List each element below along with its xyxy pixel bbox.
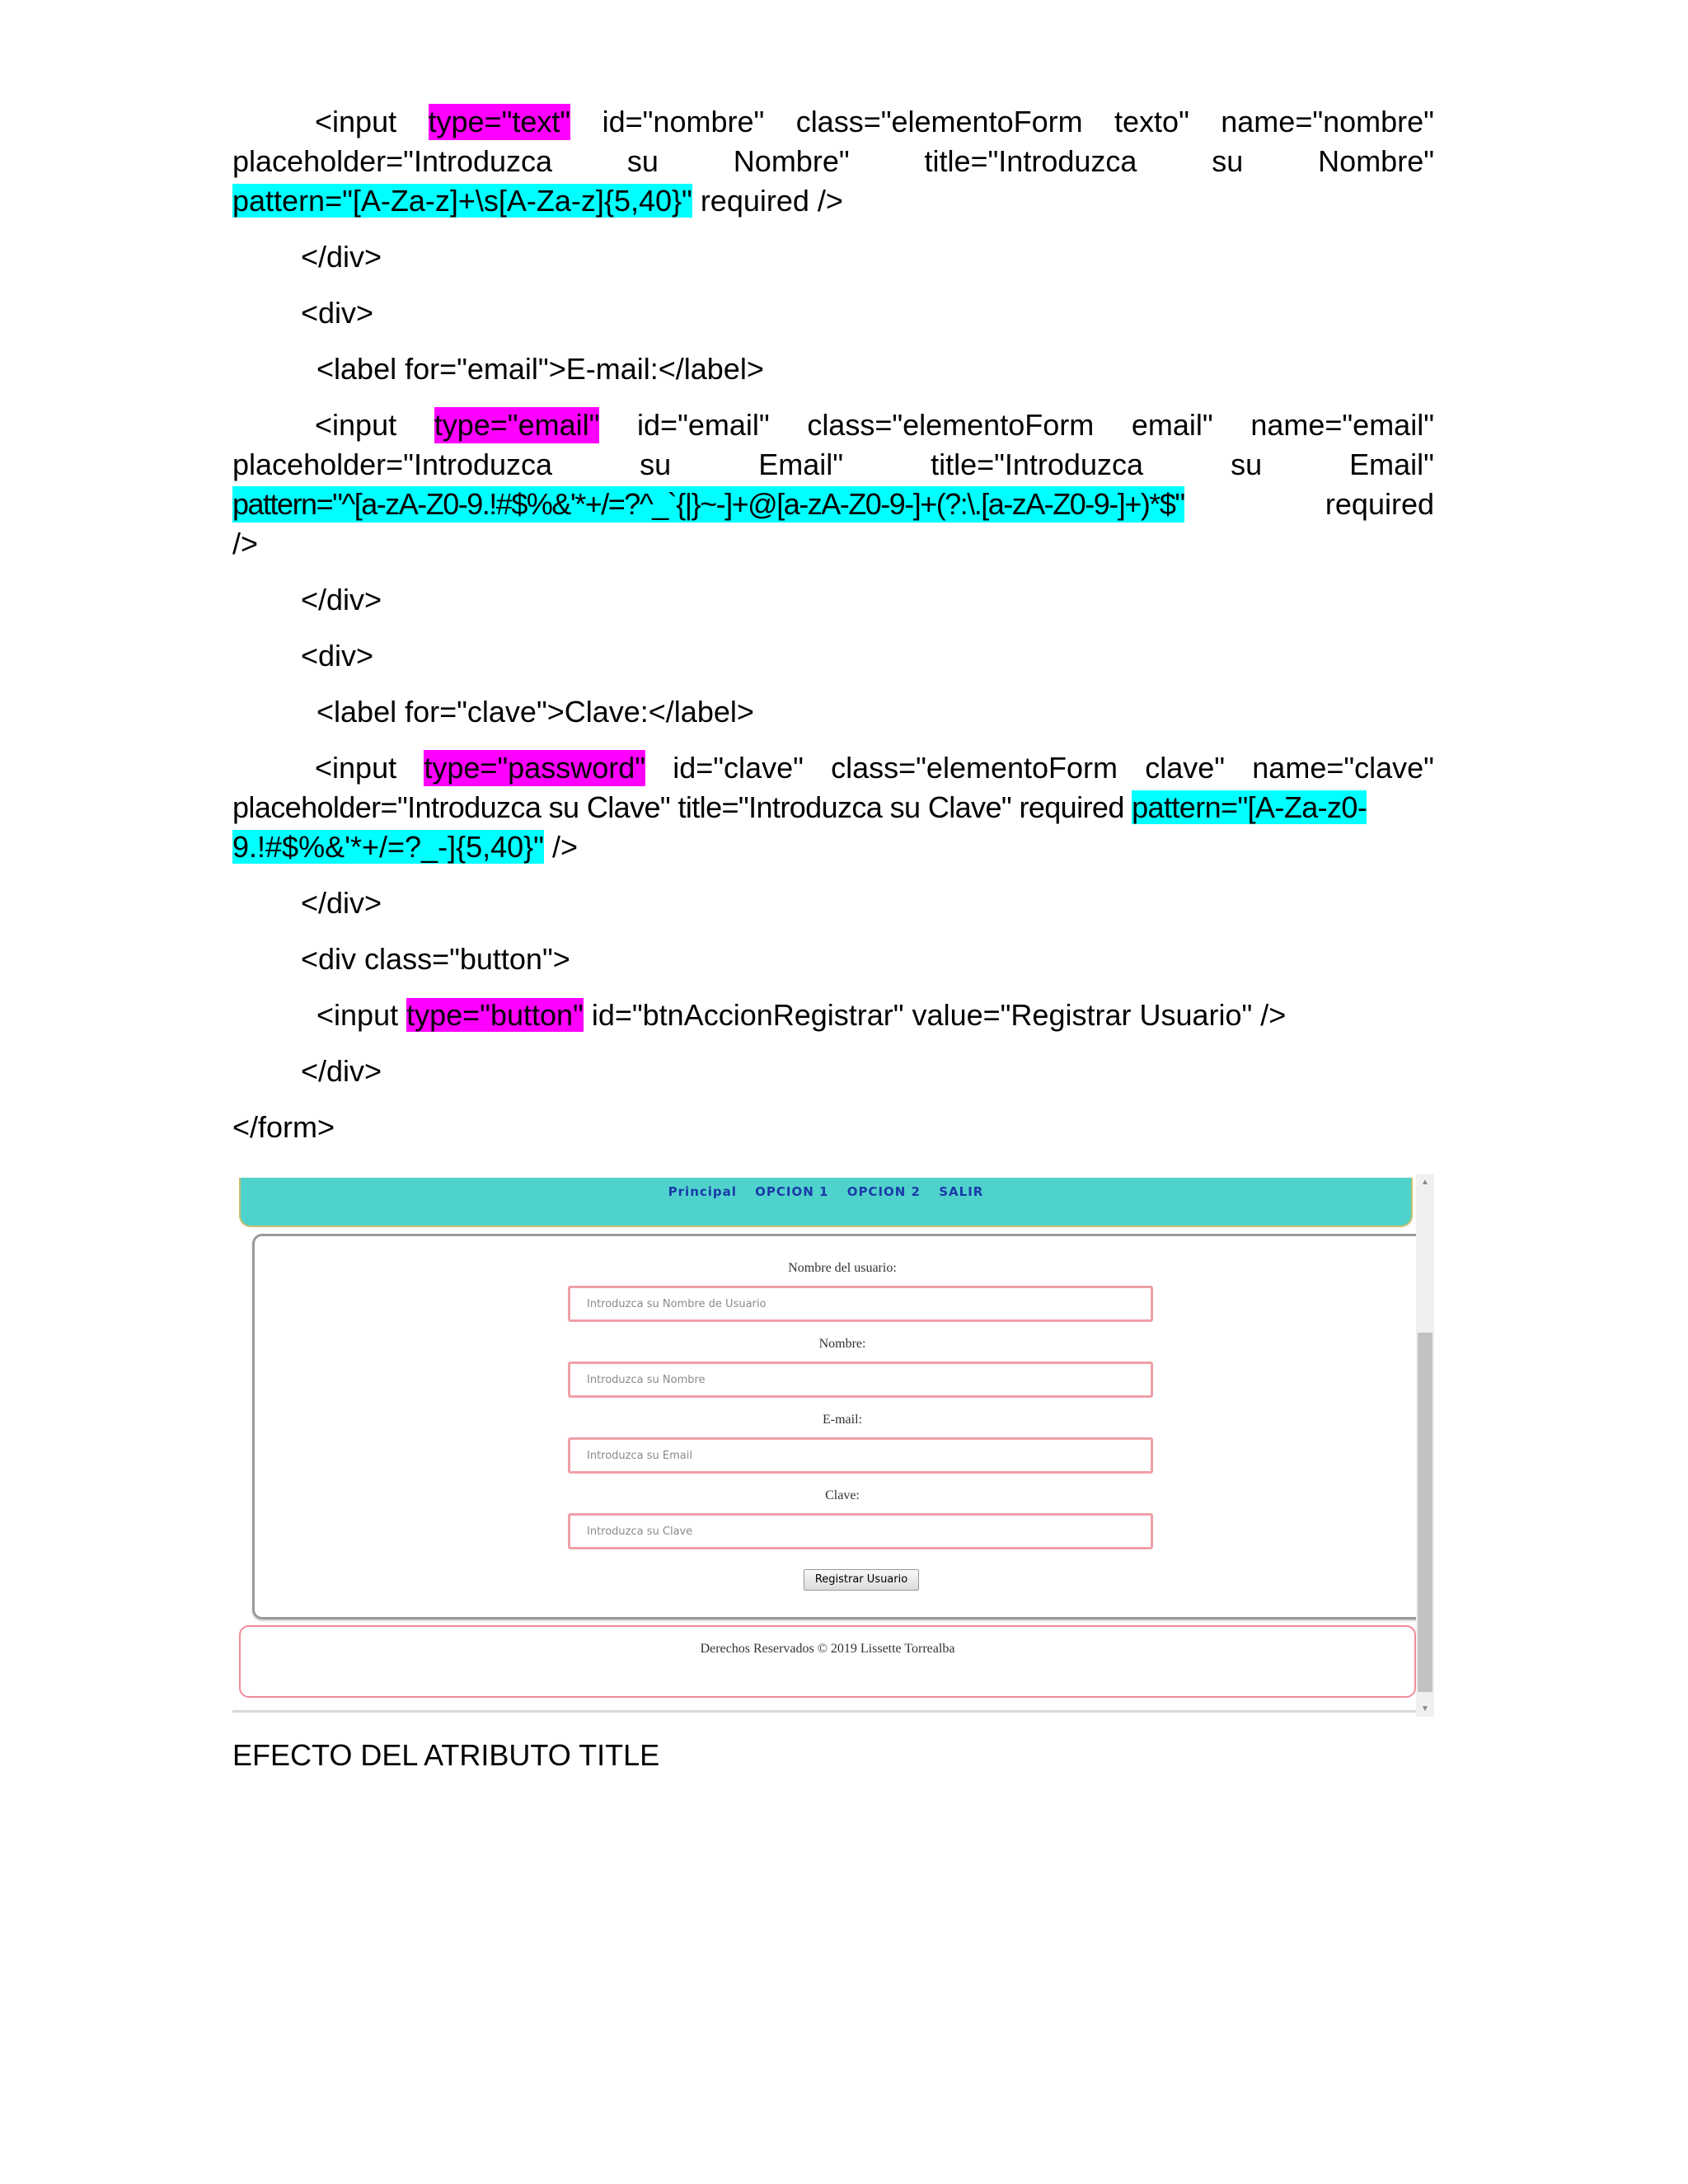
placeholder-text: Introduzca su Nombre de Usuario bbox=[587, 1298, 767, 1310]
code-line-close-div: </div> bbox=[301, 1054, 382, 1088]
code-token: su bbox=[1212, 144, 1244, 178]
code-line-label-email: <label for="email">E-mail:</label> bbox=[316, 352, 764, 386]
placeholder-text: Introduzca su Clave bbox=[587, 1526, 693, 1538]
code-token: placeholder="Introduzca bbox=[232, 144, 553, 178]
scroll-up-icon[interactable]: ▲ bbox=[1421, 1178, 1429, 1187]
code-line-close-div: </div> bbox=[301, 886, 382, 920]
nav-link-principal[interactable]: Principal bbox=[668, 1184, 737, 1199]
divider bbox=[232, 1710, 1416, 1713]
placeholder-text: Introduzca su Nombre bbox=[587, 1374, 706, 1386]
code-line-open-div: <div> bbox=[301, 639, 374, 673]
code-token: <input bbox=[315, 751, 397, 785]
caption: EFECTO DEL ATRIBUTO TITLE bbox=[232, 1738, 660, 1772]
code-token: id="email" bbox=[637, 408, 770, 442]
code-line-input-text bbox=[315, 104, 1434, 140]
code-token: placeholder="Introduzca bbox=[232, 448, 553, 481]
code-line-input-password bbox=[315, 750, 1434, 786]
registrar-usuario-button[interactable]: Registrar Usuario bbox=[804, 1569, 919, 1591]
code-token: title="Introduzca bbox=[931, 448, 1143, 481]
label-clave: Clave: bbox=[825, 1488, 860, 1502]
form-panel bbox=[252, 1234, 1434, 1619]
nav-link-salir[interactable]: SALIR bbox=[939, 1184, 984, 1199]
nav-links bbox=[241, 1184, 1411, 1199]
code-token: class="elementoForm bbox=[831, 751, 1118, 785]
code-token: id="clave" bbox=[673, 751, 804, 785]
pattern-nombre-highlight: pattern="[A-Za-z]+\s[A-Za-z]{5,40}" bbox=[232, 184, 692, 218]
nav-bar bbox=[239, 1178, 1413, 1227]
code-line-placeholder-clave bbox=[232, 790, 1367, 826]
scrollbar-thumb[interactable] bbox=[1418, 1333, 1432, 1692]
code-line-pattern-nombre bbox=[232, 183, 843, 219]
code-token: clave" bbox=[1145, 751, 1226, 785]
code-token: id="btnAccionRegistrar" value="Registrar Usuario" /> bbox=[583, 998, 1287, 1032]
code-token: id="nombre" bbox=[602, 105, 765, 138]
clave-input[interactable] bbox=[568, 1513, 1153, 1549]
code-token: Nombre" bbox=[733, 144, 850, 178]
code-token: class="elementoForm bbox=[807, 408, 1095, 442]
label-email: E-mail: bbox=[823, 1413, 862, 1427]
label-nombre: Nombre: bbox=[818, 1337, 866, 1351]
code-line-close-form: </form> bbox=[232, 1110, 335, 1144]
email-input[interactable] bbox=[568, 1437, 1153, 1474]
code-token: required /> bbox=[692, 184, 843, 218]
pattern-clave-highlight: 9.!#$%&'*+/=?_-]{5,40}" bbox=[232, 830, 544, 864]
code-token: su bbox=[626, 144, 659, 178]
code-token: required bbox=[1325, 487, 1434, 521]
code-line-input-button bbox=[316, 997, 1286, 1033]
code-token: class="elementoForm bbox=[795, 105, 1083, 138]
placeholder-text: Introduzca su Email bbox=[587, 1450, 692, 1462]
code-token: <input bbox=[316, 998, 407, 1032]
code-token: <input bbox=[315, 408, 397, 442]
code-token: name="clave" bbox=[1252, 751, 1434, 785]
code-line-input-email bbox=[315, 407, 1434, 443]
code-token: /> bbox=[543, 830, 578, 864]
nombre-usuario-input[interactable] bbox=[568, 1286, 1153, 1322]
code-token: Nombre" bbox=[1318, 144, 1434, 178]
code-line-open-div: <div> bbox=[301, 296, 374, 330]
code-token: texto" bbox=[1114, 105, 1189, 138]
code-token: Email" bbox=[758, 448, 843, 481]
footer-copyright: Derechos Reservados © 2019 Lissette Torrealba bbox=[700, 1642, 955, 1656]
code-line-close-div: </div> bbox=[301, 583, 382, 616]
code-token: placeholder="Introduzca su Clave" title="Introduzca su Clave" required bbox=[232, 790, 1132, 824]
scroll-down-icon[interactable]: ▼ bbox=[1421, 1704, 1429, 1713]
type-email-highlight: type="email" bbox=[434, 408, 600, 442]
type-button-highlight: type="button" bbox=[406, 998, 584, 1032]
code-line-placeholder-nombre bbox=[232, 143, 1434, 180]
footer bbox=[239, 1625, 1416, 1698]
code-line-pattern-email bbox=[232, 486, 1434, 523]
code-token: title="Introduzca bbox=[924, 144, 1137, 178]
code-token: name="nombre" bbox=[1221, 105, 1434, 138]
code-token: Email" bbox=[1349, 448, 1434, 481]
code-line-close-div: </div> bbox=[301, 240, 382, 274]
nav-link-opcion-1[interactable]: OPCION 1 bbox=[755, 1184, 829, 1199]
pattern-clave-highlight: pattern="[A-Za-z0- bbox=[1132, 790, 1367, 824]
code-token: name="email" bbox=[1250, 408, 1434, 442]
nav-link-opcion-2[interactable]: OPCION 2 bbox=[846, 1184, 921, 1199]
code-line-self-close: /> bbox=[232, 527, 259, 560]
code-token: su bbox=[1231, 448, 1263, 481]
code-line-div-button: <div class="button"> bbox=[301, 942, 570, 976]
code-token: su bbox=[640, 448, 672, 481]
code-token: email" bbox=[1131, 408, 1213, 442]
code-line-label-clave: <label for="clave">Clave:</label> bbox=[316, 695, 754, 729]
type-text-highlight: type="text" bbox=[428, 105, 571, 138]
label-nombre-usuario: Nombre del usuario: bbox=[788, 1261, 897, 1275]
code-line-placeholder-email bbox=[232, 447, 1434, 483]
code-token: <input bbox=[315, 105, 397, 138]
type-password-highlight: type="password" bbox=[424, 751, 646, 785]
form-screenshot bbox=[232, 1174, 1434, 1717]
pattern-email-highlight: pattern="^[a-zA-Z0-9.!#$%&'*+/=?^_`{|}~-]+@[a-zA-Z0-9-]+(?:\.[a-zA-Z0-9-]+)*$" bbox=[232, 487, 1184, 521]
nombre-input[interactable] bbox=[568, 1361, 1153, 1398]
code-line-pattern-clave bbox=[232, 829, 578, 865]
scrollbar[interactable] bbox=[1416, 1174, 1434, 1717]
